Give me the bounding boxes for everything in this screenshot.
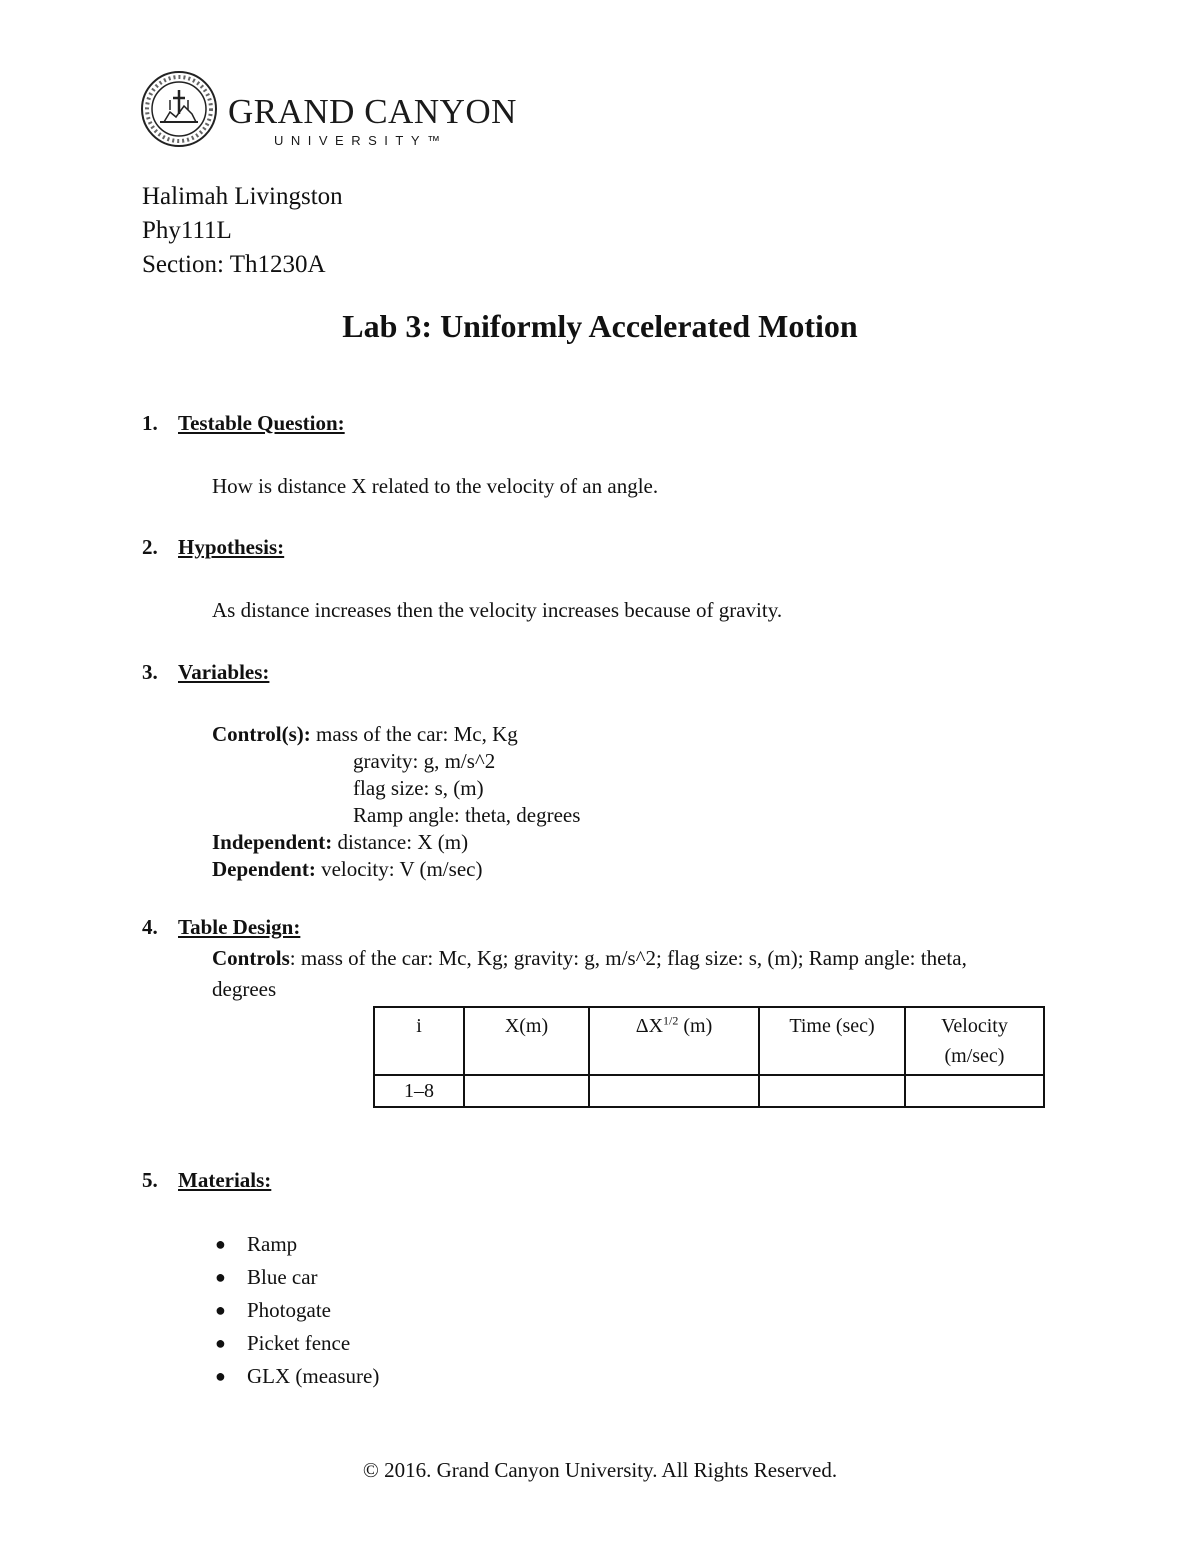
controls-line: Control(s): mass of the car: Mc, Kg [212,722,518,746]
table-controls-line: Controls: mass of the car: Mc, Kg; gravity: g, m/s^2; flag size: s, (m); Ramp angle: theta, [212,946,967,970]
table-cell-velocity [905,1075,1044,1107]
copyright-footer: © 2016. Grand Canyon University. All Rights Reserved. [362,1458,838,1482]
list-item: ● Picket fence [212,1327,379,1360]
student-info [142,180,343,282]
table-cell-i: 1–8 [374,1075,464,1107]
logo-wordmark-line2: UNIVERSITY™ [274,133,448,148]
testable-question-text: How is distance X related to the velocity of an angle. [212,474,659,498]
bullet-icon: ● [215,1267,226,1287]
independent-variable-line: Independent: distance: X (m) [212,830,469,854]
control-ramp-angle: Ramp angle: theta, degrees [353,803,581,827]
table-controls-line-2: degrees [212,977,277,1001]
bullet-icon: ● [215,1366,226,1386]
data-table [373,1006,1045,1108]
table-cell-delta-x [589,1075,759,1107]
list-item: ● Photogate [212,1294,379,1327]
university-logo [140,70,517,152]
control-gravity: gravity: g, m/s^2 [353,749,496,773]
bullet-icon: ● [215,1300,226,1320]
control-flag-size: flag size: s, (m) [353,776,484,800]
materials-list [212,1228,379,1393]
section-4-heading: 4. Table Design: [142,915,301,939]
table-cell-time [759,1075,905,1107]
dependent-variable-line: Dependent: velocity: V (m/sec) [212,857,483,881]
section-1-heading: 1. Testable Question: [142,411,345,435]
list-item: ● Blue car [212,1261,379,1294]
hypothesis-text: As distance increases then the velocity increases because of gravity. [212,598,783,622]
list-item: ● Ramp [212,1228,379,1261]
logo-wordmark-line1: GRAND CANYON [228,92,517,131]
bullet-icon: ● [215,1333,226,1353]
table-header-delta-x: $\Delta X^{1/2}$ (m) [589,1007,759,1075]
table-header-velocity: Velocity (m/sec) [905,1007,1044,1075]
table-header-i: i [374,1007,464,1075]
section-label: Section: Th1230A [142,251,326,278]
university-seal-icon [140,70,218,148]
table-header-time: Time (sec) [759,1007,905,1075]
table-cell-x [464,1075,589,1107]
section-2-heading: 2. Hypothesis: [142,535,285,559]
list-item: ● GLX (measure) [212,1360,379,1393]
course-code: Phy111L [142,217,232,244]
document-title: Lab 3: Uniformly Accelerated Motion [342,308,858,344]
table-header-row [374,1007,1044,1075]
table-header-x: X(m) [464,1007,589,1075]
bullet-icon: ● [215,1234,226,1254]
student-name: Halimah Livingston [142,183,343,210]
section-5-heading: 5. Materials: [142,1168,272,1192]
table-row [374,1075,1044,1107]
section-3-heading: 3. Variables: [142,660,270,684]
